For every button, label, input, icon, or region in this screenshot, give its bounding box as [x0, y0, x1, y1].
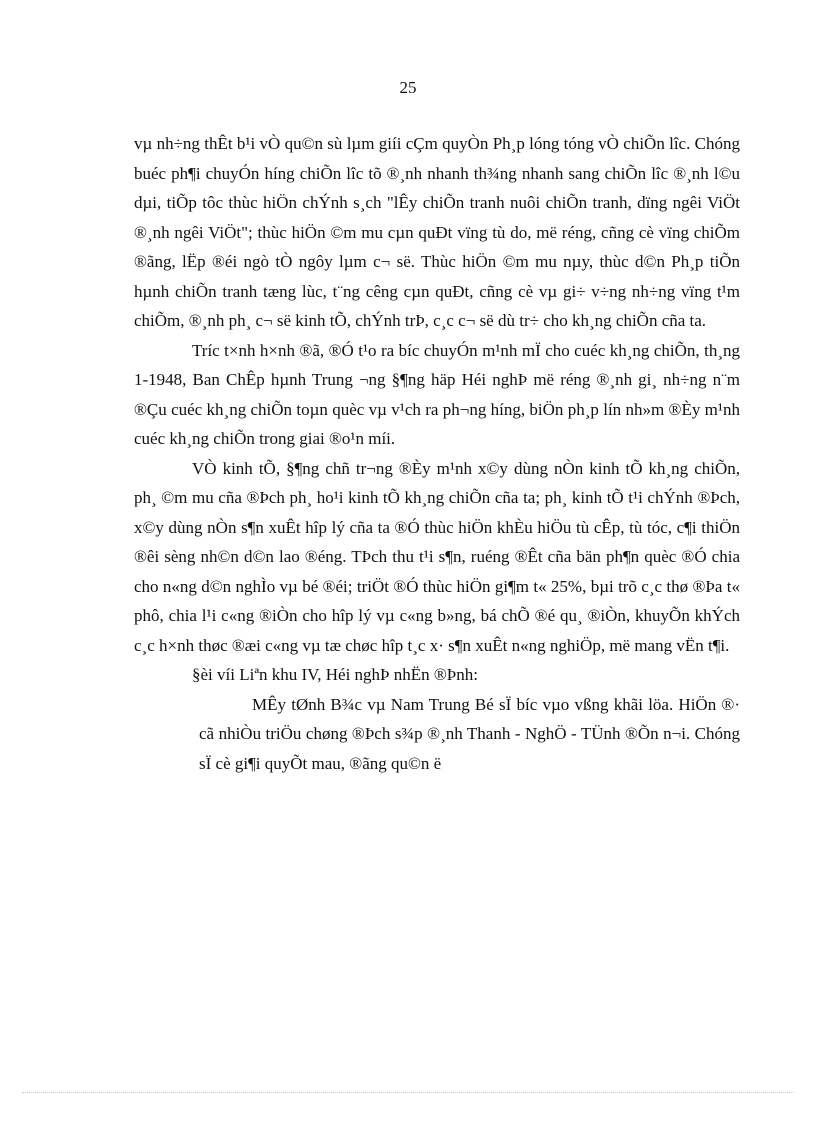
paragraph-2: Tríc t×nh h×nh ®ã, ®Ó t¹o ra bíc chuyÓn m¹nh mÏ cho cuéc kh¸ng chiÕn, th¸ng 1-1948, Ban ChÊp hµnh Trung ¬ng §¶ng häp Héi nghÞ më réng ®¸nh gi¸ nh÷ng n¨m ®Çu cuéc kh¸ng chiÕn toµn quèc vµ v¹ch ra ph¬ng híng, biÖn ph¸p lín nh»m ®Èy m¹nh cuéc kh¸ng chiÕn trong giai ®o¹n míi.	[134, 340, 740, 448]
block-quote: MÊy tØnh B¾c vµ Nam Trung Bé sÏ bíc vµo vßng khãi löa. HiÖn ®· cã nhiÒu triÖu chøng ®Þch s¾p ®¸nh Thanh - NghÖ - TÜnh ®Õn n¬i. Chóng sÏ cè gi¶i quyÕt mau, ®ãng qu©n ë	[199, 694, 740, 773]
paragraph-4: §èi víi Liªn khu IV, Héi nghÞ nhËn ®Þnh:	[192, 665, 478, 684]
paragraph-3: VÒ kinh tÕ, §¶ng chñ tr¬ng ®Èy m¹nh x©y dùng nÒn kinh tÕ kh¸ng chiÕn, ph¸ ©m mu cña ®Þch ph¸ ho¹i kinh tÕ kh¸ng chiÕn cña ta; ph¸ kinh tÕ t¹i chÝnh ®Þch, x©y dùng nÒn s¶n xuÊt hîp lý cña ta ®Ó thùc hiÖn khÈu hiÖu tù cÊp, tù tóc, c¶i thiÖn ®êi sèng nh©n d©n lao ®éng. TÞch thu t¹i s¶n, ruéng ®Êt cña bän ph¶n quèc ®Ó chia cho n«ng d©n nghÌo vµ bé ®éi; triÖt ®Ó thùc hiÖn gi¶m t« 25%, bµi trõ c¸c thø ®Þa t« phô, chia l¹i c«ng ®iÒn cho hîp lý vµ c«ng b»ng, bá chÕ ®é qu¸ ®iÒn, khuyÕn khÝch c¸c h×nh thøc ®æi c«ng vµ tæ chøc hîp t¸c x· s¶n xuÊt n«ng nghiÖp, më mang vËn t¶i.	[134, 458, 740, 655]
paragraph-1: vµ nh÷ng thÊt b¹i vÒ qu©n sù lµm giíi cÇm quyÒn Ph¸p lóng tóng vÒ chiÕn lîc. Chóng buéc ph¶i chuyÓn híng chiÕn lîc tõ ®¸nh nhanh th¾ng nhanh sang chiÕn lîc ®¸nh l©u dµi, tiÕp tôc thùc hiÖn chÝnh s¸ch "lÊy chiÕn tranh nuôi chiÕn tranh, dïng ngêi ViÖt ®¸nh ngêi ViÖt"; thùc hiÖn ©m mu cµn quÐt vïng tù do, më réng, cñng cè vïng chiÕm ®ãng, lËp ®éi ngò tÒ ngôy lµm c¬ së. Thùc hiÖn ©m mu nµy, thùc d©n Ph¸p tiÕn hµnh chiÕn tranh tæng lùc, t¨ng cêng cµn quÐt, cñng cè vµ gi÷ v÷ng nh÷ng vïng t¹m chiÕm, ®¸nh ph¸ c¬ së kinh tÕ, chÝnh trÞ, c¸c c¬ së dù tr÷ cho kh¸ng chiÕn cña ta.	[134, 134, 740, 330]
page-number: 25	[399, 78, 417, 97]
page-bottom-rule	[22, 1092, 794, 1093]
body-text	[134, 129, 740, 778]
